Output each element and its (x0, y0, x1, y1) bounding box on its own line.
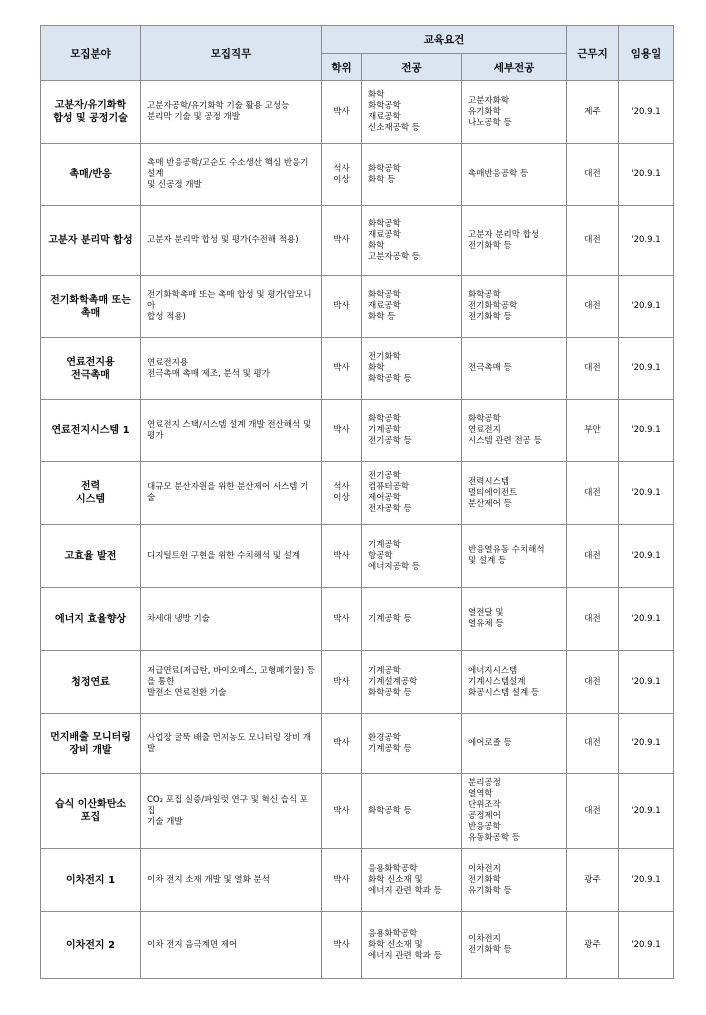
major-cell-text: 기계공학 기계설계공학 화학공학 등 (368, 665, 418, 698)
appointment-date-cell (619, 849, 674, 912)
duty-cell (141, 206, 322, 276)
location-cell-text: 대전 (584, 738, 601, 748)
field-cell-text: 고효율 발전 (64, 550, 117, 562)
appointment-date-cell (619, 774, 674, 849)
degree-cell (322, 651, 362, 714)
degree-cell-text: 박사 (333, 613, 350, 624)
location-cell (567, 714, 619, 774)
duty-cell (141, 912, 322, 979)
major-cell (362, 144, 462, 206)
field-cell-text: 전력 시스템 (76, 481, 105, 505)
major-cell (362, 206, 462, 276)
major-cell-text: 기계공학 항공학 에너지공학 등 (368, 539, 420, 572)
table-row (41, 912, 674, 979)
duty-cell-text: 사업장 굴뚝 배출 먼지농도 모니터링 장비 개발 (147, 732, 312, 754)
location-cell-text: 대전 (584, 613, 601, 624)
duty-cell (141, 144, 322, 206)
degree-cell-text: 박사 (333, 874, 350, 885)
major-cell-text: 전기공학 컴퓨터공학 제어공학 전자공학 등 (368, 471, 412, 514)
detail-major-cell-text: 반응열유동 수치해석 및 설계 등 (468, 545, 545, 566)
major-cell-text: 화학공학 등 (368, 805, 412, 816)
table-row (41, 400, 674, 462)
field-cell-text: 연료전지시스템 1 (51, 425, 130, 436)
appointment-date-cell-text: '20.9.1 (631, 106, 661, 117)
location-cell-text: 대전 (584, 363, 601, 373)
degree-cell-text: 석사 이상 (333, 482, 350, 503)
field-cell (41, 144, 141, 206)
appointment-date-cell (619, 651, 674, 714)
detail-major-cell (462, 912, 567, 979)
field-cell-text: 전기화학촉매 또는 촉매 (50, 294, 131, 319)
duty-cell (141, 276, 322, 338)
major-cell (362, 714, 462, 774)
header-degree: 학위 (322, 54, 362, 81)
detail-major-cell-text: 화학공학 연료전지 시스템 관련 전공 등 (468, 414, 542, 446)
major-cell (362, 588, 462, 651)
location-cell-text: 광주 (584, 874, 601, 885)
table-row (41, 462, 674, 525)
recruitment-table (40, 25, 674, 979)
table-row (41, 774, 674, 849)
field-cell (41, 525, 141, 588)
duty-cell-text: 이차 전지 음극계면 제어 (147, 939, 238, 950)
duty-cell (141, 462, 322, 525)
degree-cell (322, 206, 362, 276)
appointment-date-cell (619, 912, 674, 979)
duty-cell-text: 차세대 냉방 기술 (147, 613, 210, 624)
field-cell (41, 588, 141, 651)
major-cell (362, 462, 462, 525)
detail-major-cell-text: 촉매반응공학 등 (468, 169, 529, 179)
duty-cell (141, 81, 322, 144)
degree-cell-text: 박사 (333, 676, 350, 687)
duty-cell-text: 대규모 분산자원을 위한 분산제어 시스템 기술 (147, 482, 309, 503)
detail-major-cell (462, 462, 567, 525)
header-duty: 모집직무 (141, 26, 322, 81)
field-cell (41, 912, 141, 979)
location-cell-text: 대전 (584, 235, 601, 245)
field-cell (41, 206, 141, 276)
major-cell (362, 400, 462, 462)
detail-major-cell-text: 이차전지 전기화학 유기화학 등 (468, 863, 512, 896)
location-cell (567, 651, 619, 714)
detail-major-cell-text: 에너지시스템 기계시스템설계 화공시스템 설계 등 (468, 665, 540, 698)
duty-cell (141, 714, 322, 774)
appointment-date-cell-text: '20.9.1 (631, 874, 661, 885)
duty-cell (141, 774, 322, 849)
location-cell (567, 81, 619, 144)
detail-major-cell (462, 81, 567, 144)
appointment-date-cell-text: '20.9.1 (631, 363, 661, 373)
appointment-date-cell-text: '20.9.1 (631, 487, 661, 498)
field-cell (41, 462, 141, 525)
major-cell (362, 912, 462, 979)
detail-major-cell-text: 고분자화학 유기화학 나노공학 등 (468, 95, 512, 128)
degree-cell-text: 박사 (333, 363, 350, 373)
detail-major-cell (462, 774, 567, 849)
location-cell-text: 부안 (584, 425, 601, 435)
location-cell-text: 광주 (584, 939, 601, 950)
duty-cell (141, 651, 322, 714)
location-cell-text: 제주 (584, 106, 601, 117)
detail-major-cell (462, 276, 567, 338)
degree-cell (322, 462, 362, 525)
table-row (41, 276, 674, 338)
field-cell (41, 714, 141, 774)
duty-cell (141, 338, 322, 400)
location-cell-text: 대전 (584, 487, 601, 498)
major-cell-text: 환경공학 기계공학 등 (368, 732, 412, 754)
detail-major-cell-text: 화학공학 전기화학공학 전기화학 등 (468, 290, 518, 322)
field-cell (41, 81, 141, 144)
field-cell (41, 651, 141, 714)
detail-major-cell (462, 400, 567, 462)
location-cell (567, 774, 619, 849)
appointment-date-cell-text: '20.9.1 (631, 613, 661, 624)
location-cell (567, 462, 619, 525)
appointment-date-cell-text: '20.9.1 (631, 805, 661, 816)
duty-cell-text: 전기화학촉매 또는 촉매 합성 및 평가(암모니아 합성 적용) (147, 290, 312, 322)
major-cell (362, 651, 462, 714)
degree-cell (322, 849, 362, 912)
appointment-date-cell-text: '20.9.1 (631, 738, 661, 748)
appointment-date-cell (619, 714, 674, 774)
degree-cell-text: 박사 (333, 805, 350, 816)
degree-cell-text: 박사 (333, 939, 350, 950)
location-cell (567, 588, 619, 651)
degree-cell-text: 박사 (333, 301, 350, 311)
location-cell (567, 849, 619, 912)
degree-cell-text: 박사 (333, 550, 350, 561)
field-cell-text: 촉매/반응 (69, 169, 112, 180)
location-cell (567, 400, 619, 462)
degree-cell-text: 박사 (333, 738, 350, 748)
degree-cell-text: 석사 이상 (333, 163, 350, 185)
field-cell (41, 774, 141, 849)
duty-cell-text: 디지털트윈 구현을 위한 수치해석 및 설계 (147, 550, 301, 561)
degree-cell (322, 774, 362, 849)
table-row (41, 144, 674, 206)
duty-cell-text: 연료전지 스택/시스템 설계 개발 전산해석 및 평가 (147, 419, 312, 441)
field-cell-text: 고분자/유기화학 합성 및 공정기술 (53, 100, 128, 124)
degree-cell-text: 박사 (333, 106, 350, 117)
header-education: 교육요건 (322, 26, 567, 54)
table-row (41, 588, 674, 651)
appointment-date-cell-text: '20.9.1 (631, 301, 661, 311)
table-row (41, 81, 674, 144)
appointment-date-cell (619, 144, 674, 206)
major-cell-text: 기계공학 등 (368, 613, 412, 624)
field-cell-text: 습식 이산화탄소 포집 (54, 799, 127, 823)
field-cell (41, 338, 141, 400)
table-row (41, 714, 674, 774)
detail-major-cell-text: 분리공정 열역학 단위조작 공정제어 반응공학 유동화공학 등 (468, 778, 520, 843)
location-cell-text: 대전 (584, 676, 601, 687)
table-row (41, 206, 674, 276)
duty-cell-text: 촉매 반응공학/고순도 수소생산 핵심 반응기 설계 및 신공정 개발 (147, 158, 309, 190)
major-cell-text: 화학공학 재료공학 화학 고분자공학 등 (368, 218, 420, 262)
detail-major-cell (462, 651, 567, 714)
header-field: 모집분야 (41, 26, 141, 81)
duty-cell-text: 이차 전지 소재 개발 및 열화 분석 (147, 874, 270, 885)
header-major: 전공 (362, 54, 462, 81)
appointment-date-cell-text: '20.9.1 (631, 235, 661, 245)
appointment-date-cell (619, 276, 674, 338)
field-cell-text: 에너지 효율향상 (54, 613, 127, 625)
recruitment-table-page (40, 25, 673, 979)
field-cell-text: 이차전지 2 (65, 939, 116, 951)
degree-cell (322, 400, 362, 462)
detail-major-cell (462, 144, 567, 206)
major-cell (362, 525, 462, 588)
location-cell (567, 206, 619, 276)
duty-cell-text: 저급연료(저급탄, 바이오매스, 고형폐기물) 등을 통한 발전소 연료전환 기술 (147, 665, 315, 698)
table-row (41, 338, 674, 400)
appointment-date-cell (619, 400, 674, 462)
major-cell-text: 화학 화학공학 재료공학 신소재공학 등 (368, 90, 420, 133)
field-cell-text: 연료전지용 전극촉매 (66, 356, 115, 381)
location-cell (567, 144, 619, 206)
location-cell (567, 525, 619, 588)
field-cell-text: 고분자 분리막 합성 (48, 235, 133, 246)
degree-cell-text: 박사 (333, 425, 350, 435)
field-cell (41, 276, 141, 338)
detail-major-cell (462, 525, 567, 588)
major-cell (362, 81, 462, 144)
detail-major-cell-text: 전극촉매 등 (468, 363, 512, 373)
appointment-date-cell-text: '20.9.1 (631, 550, 661, 561)
degree-cell (322, 714, 362, 774)
field-cell-text: 청정연료 (71, 676, 110, 688)
field-cell (41, 849, 141, 912)
header-location: 근무지 (567, 26, 619, 81)
detail-major-cell (462, 849, 567, 912)
detail-major-cell-text: 고분자 분리막 합성 전기화학 등 (468, 229, 540, 251)
location-cell (567, 276, 619, 338)
degree-cell (322, 276, 362, 338)
major-cell-text: 전기화학 화학 화학공학 등 (368, 352, 412, 384)
appointment-date-cell (619, 338, 674, 400)
major-cell (362, 849, 462, 912)
location-cell (567, 912, 619, 979)
degree-cell (322, 81, 362, 144)
location-cell-text: 대전 (584, 169, 601, 179)
detail-major-cell (462, 714, 567, 774)
appointment-date-cell-text: '20.9.1 (631, 169, 661, 179)
field-cell-text: 먼지배출 모니터링 장비 개발 (50, 731, 131, 756)
major-cell (362, 774, 462, 849)
appointment-date-cell-text: '20.9.1 (631, 425, 661, 435)
degree-cell-text: 박사 (333, 235, 350, 245)
duty-cell (141, 525, 322, 588)
duty-cell (141, 849, 322, 912)
major-cell-text: 화학공학 화학 등 (368, 163, 401, 185)
location-cell (567, 338, 619, 400)
duty-cell-text: 연료전지용 전극촉매 촉매 제조, 분석 및 평가 (147, 357, 270, 379)
appointment-date-cell (619, 525, 674, 588)
appointment-date-cell (619, 588, 674, 651)
major-cell-text: 응용화학공학 화학 신소재 및 에너지 관련 학과 등 (368, 863, 442, 896)
detail-major-cell (462, 338, 567, 400)
degree-cell (322, 338, 362, 400)
location-cell-text: 대전 (584, 805, 601, 816)
detail-major-cell (462, 588, 567, 651)
appointment-date-cell (619, 462, 674, 525)
header-row-1 (41, 26, 674, 54)
duty-cell-text: 고분자공학/유기화학 기술 활용 고성능 분리막 기술 및 공정 개발 (147, 101, 290, 122)
degree-cell (322, 525, 362, 588)
degree-cell (322, 912, 362, 979)
table-body (41, 81, 674, 979)
appointment-date-cell (619, 206, 674, 276)
major-cell (362, 276, 462, 338)
major-cell-text: 화학공학 재료공학 화학 등 (368, 290, 401, 322)
duty-cell-text: 고분자 분리막 합성 및 평가(수전해 적용) (147, 235, 299, 245)
field-cell (41, 400, 141, 462)
detail-major-cell-text: 에어로졸 등 (468, 738, 512, 748)
major-cell-text: 화학공학 기계공학 전기공학 등 (368, 414, 412, 446)
duty-cell (141, 588, 322, 651)
table-row (41, 525, 674, 588)
appointment-date-cell-text: '20.9.1 (631, 676, 661, 687)
duty-cell-text: CO₂ 포집 실증/파일럿 연구 및 혁신 습식 포집 기술 개발 (147, 794, 308, 827)
table-row (41, 849, 674, 912)
appointment-date-cell-text: '20.9.1 (631, 939, 661, 950)
table-row (41, 651, 674, 714)
location-cell-text: 대전 (584, 550, 601, 561)
major-cell (362, 338, 462, 400)
appointment-date-cell (619, 81, 674, 144)
duty-cell (141, 400, 322, 462)
header-detail-major: 세부전공 (462, 54, 567, 81)
detail-major-cell-text: 열전달 및 열유체 등 (468, 608, 504, 629)
major-cell-text: 응용화학공학 화학 신소재 및 에너지 관련 학과 등 (368, 928, 442, 961)
detail-major-cell (462, 206, 567, 276)
location-cell-text: 대전 (584, 301, 601, 311)
detail-major-cell-text: 이차전지 전기화학 등 (468, 934, 512, 955)
degree-cell (322, 144, 362, 206)
header-appointment: 임용일 (619, 26, 674, 81)
detail-major-cell-text: 전력시스템 멀티에이전트 분산제어 등 (468, 476, 518, 509)
degree-cell (322, 588, 362, 651)
field-cell-text: 이차전지 1 (65, 874, 116, 886)
